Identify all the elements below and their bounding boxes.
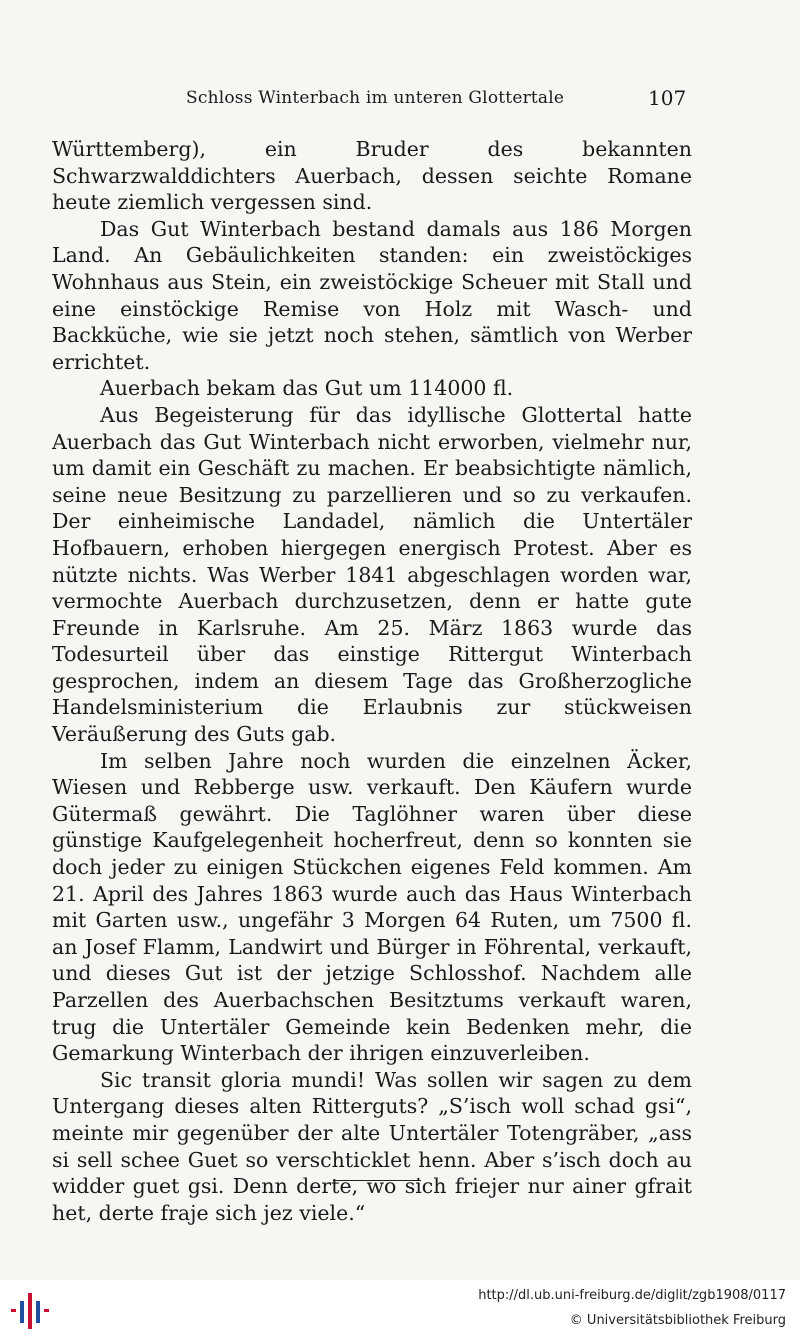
running-title: Schloss Winterbach im unteren Glottertale — [186, 88, 565, 108]
ub-freiburg-logo-icon[interactable] — [8, 1287, 52, 1331]
viewer-footer — [0, 1280, 800, 1337]
paragraph: Das Gut Winterbach bestand damals aus 186 Morgen Land. An Gebäulichkeiten standen: ein zweistöckiges Wohnhaus aus Stein, ein zweistöckige Scheuer mit Stall und eine einstöckige Remise von Holz mit Wasch- und Backküche, wie sie jetzt noch stehen, sämtlich von Werber errichtet. — [52, 216, 692, 374]
page-number: 107 — [648, 86, 687, 110]
end-rule — [333, 1180, 421, 1181]
paragraph: Auerbach bekam das Gut um 114000 fl. — [100, 376, 514, 401]
paragraph: Aus Begeisterung für das idyllische Glottertal hatte Auerbach das Gut Winterbach nicht erworben, vielmehr nur, um damit ein Geschäft zu machen. Er beabsichtigte nämlich, seine neue Besitzung zu parzellieren und so zu verkaufen. Der einheimische Landadel, nämlich die Untertäler Hofbauern, erhoben hiergegen energisch Protest. Aber es nützte nichts. Was Werber 1841 abgeschlagen worden war, vermochte Auerbach durchzusetzen, denn er hatte gute Freunde in Karlsruhe. Am 25. März 1863 wurde das Todesurteil über das einstige Rittergut Winterbach gesprochen, indem an diesem Tage das Großherzogliche Handelsministerium die Erlaubnis zur stückweisen Veräußerung des Guts gab. — [52, 402, 692, 747]
copyright-notice: © Universitätsbibliothek Freiburg — [569, 1313, 786, 1328]
paragraph: Im selben Jahre noch wurden die einzelnen Äcker, Wiesen und Rebberge usw. verkauft. Den Käufern wurde Gütermaß gewährt. Die Taglöhner waren über diese günstige Kaufgelegenheit hocherfreut, denn so konnten sie doch jeder zu einigen Stückchen eigenes Feld kommen. Am 21. April des Jahres 1863 wurde auch das Haus Winterbach mit Garten usw., ungefähr 3 Morgen 64 Ruten, um 7500 fl. an Josef Flamm, Landwirt und Bürger in Föhrental, verkauft, und dieses Gut ist der jetzige Schlosshof. Nachdem alle Parzellen des Auerbachschen Besitztums verkauft waren, trug die Untertäler Gemeinde kein Bedenken mehr, die Gemarkung Winterbach der ihrigen einzuverleiben. — [52, 748, 692, 1066]
body-text — [52, 136, 692, 1226]
paragraph: Württemberg), ein Bruder des bekannten Schwarzwalddichters Auerbach, dessen seichte Romane heute ziemlich vergessen sind. — [52, 137, 692, 215]
paragraph: Sic transit gloria mundi! Was sollen wir sagen zu dem Untergang dieses alten Ritterguts? „S’isch woll schad gsi“, meinte mir gegenüber der alte Untertäler Totengräber, „ass si sell schee Guet so verschticklet henn. Aber s’isch doch au widder guet gsi. Denn derte, wo sich friejer nur ainer gfrait het, derte fraje sich jez viele.“ — [52, 1067, 692, 1225]
permalink-url[interactable]: http://dl.ub.uni-freiburg.de/diglit/zgb1908/0117 — [478, 1288, 786, 1303]
